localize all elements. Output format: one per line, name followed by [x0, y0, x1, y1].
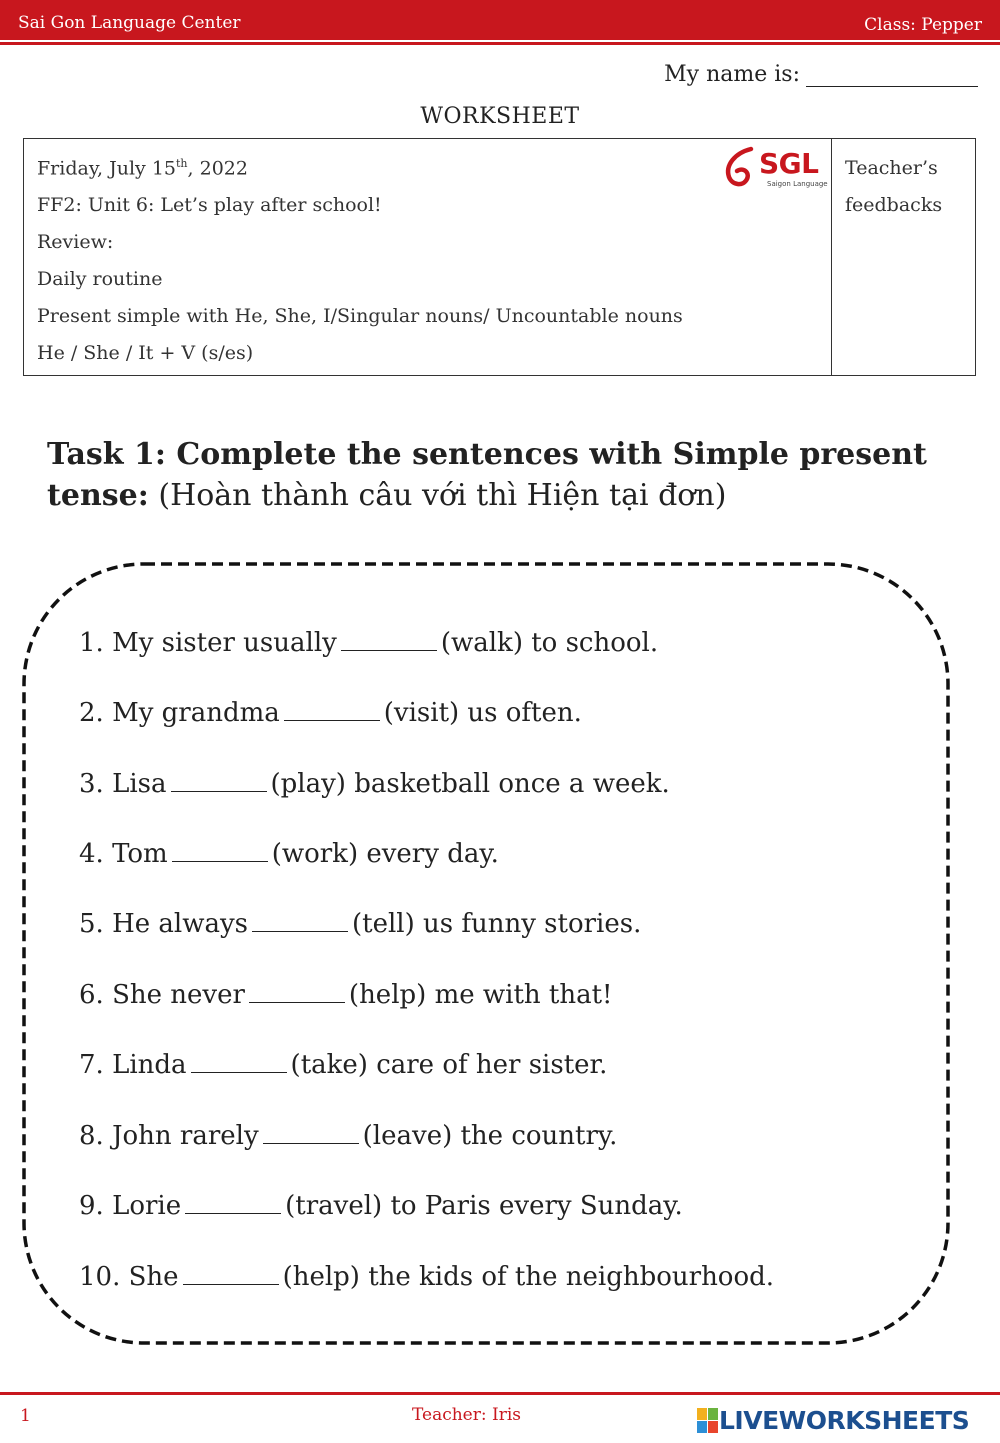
- task-translation: (Hoàn thành câu với thì Hiện tại đơn): [158, 478, 727, 513]
- name-label: My name is:: [664, 62, 800, 87]
- info-table: [23, 138, 976, 376]
- center-name: Sai Gon Language Center: [18, 13, 241, 33]
- liveworksheets-blocks-icon: [697, 1408, 719, 1434]
- feedback-label-1: Teacher’s: [845, 157, 938, 179]
- class-name: Class: Pepper: [864, 15, 982, 35]
- lesson-grammar: Present simple with He, She, I/Singular nouns/ Uncountable nouns: [37, 305, 683, 327]
- liveworksheets-text: LIVEWORKSHEETS: [719, 1406, 970, 1435]
- question-9: 9. Lorie (travel) to Paris every Sunday.: [79, 1191, 683, 1221]
- question-2: 2. My grandma (visit) us often.: [79, 698, 582, 728]
- logo-text: SGL: [759, 147, 819, 180]
- lesson-formula: He / She / It + V (s/es): [37, 342, 254, 364]
- answer-blank-2[interactable]: [284, 698, 380, 721]
- feedback-cell: [832, 139, 975, 375]
- worksheet-title: WORKSHEET: [420, 104, 580, 129]
- answer-blank-1[interactable]: [341, 628, 437, 651]
- lesson-date: Friday, July 15th, 2022: [37, 157, 248, 180]
- answer-blank-7[interactable]: [191, 1050, 287, 1073]
- lesson-unit: FF2: Unit 6: Let’s play after school!: [37, 194, 382, 216]
- page-number: 1: [20, 1406, 31, 1426]
- question-1: 1. My sister usually (walk) to school.: [79, 628, 659, 658]
- footer-divider: [0, 1392, 1000, 1395]
- logo-subtext: Saigon Language: [767, 180, 828, 188]
- question-3: 3. Lisa (play) basketball once a week.: [79, 769, 670, 799]
- task-title: [47, 434, 967, 516]
- answer-blank-3[interactable]: [171, 769, 267, 792]
- answer-blank-8[interactable]: [263, 1121, 359, 1144]
- liveworksheets-logo[interactable]: [697, 1404, 997, 1438]
- question-6: 6. She never (help) me with that!: [79, 980, 613, 1010]
- header-bar: [0, 0, 1000, 40]
- question-5: 5. He always (tell) us funny stories.: [79, 909, 642, 939]
- header-divider: [0, 42, 1000, 45]
- answer-blank-10[interactable]: [183, 1262, 279, 1285]
- dashed-frame: [22, 562, 950, 1345]
- question-8: 8. John rarely (leave) the country.: [79, 1121, 618, 1151]
- answer-blank-5[interactable]: [252, 909, 348, 932]
- name-blank[interactable]: [806, 64, 978, 87]
- question-4: 4. Tom (work) every day.: [79, 839, 499, 869]
- answer-blank-6[interactable]: [249, 980, 345, 1003]
- question-10: 10. She (help) the kids of the neighbourhood.: [79, 1262, 775, 1292]
- question-7: 7. Linda (take) care of her sister.: [79, 1050, 608, 1080]
- teacher-name: Teacher: Iris: [412, 1405, 522, 1425]
- name-field: [664, 62, 978, 87]
- sgl-logo: [721, 145, 831, 191]
- lesson-topic: Daily routine: [37, 268, 163, 290]
- lesson-info: [24, 139, 832, 375]
- feedback-label-2: feedbacks: [845, 194, 943, 216]
- answer-blank-4[interactable]: [172, 839, 268, 862]
- answer-blank-9[interactable]: [185, 1191, 281, 1214]
- lesson-review: Review:: [37, 231, 114, 253]
- task-instruction: Task 1: Complete the sentences with Simple present tense:: [47, 437, 927, 513]
- sgl-swirl-icon: [721, 145, 761, 191]
